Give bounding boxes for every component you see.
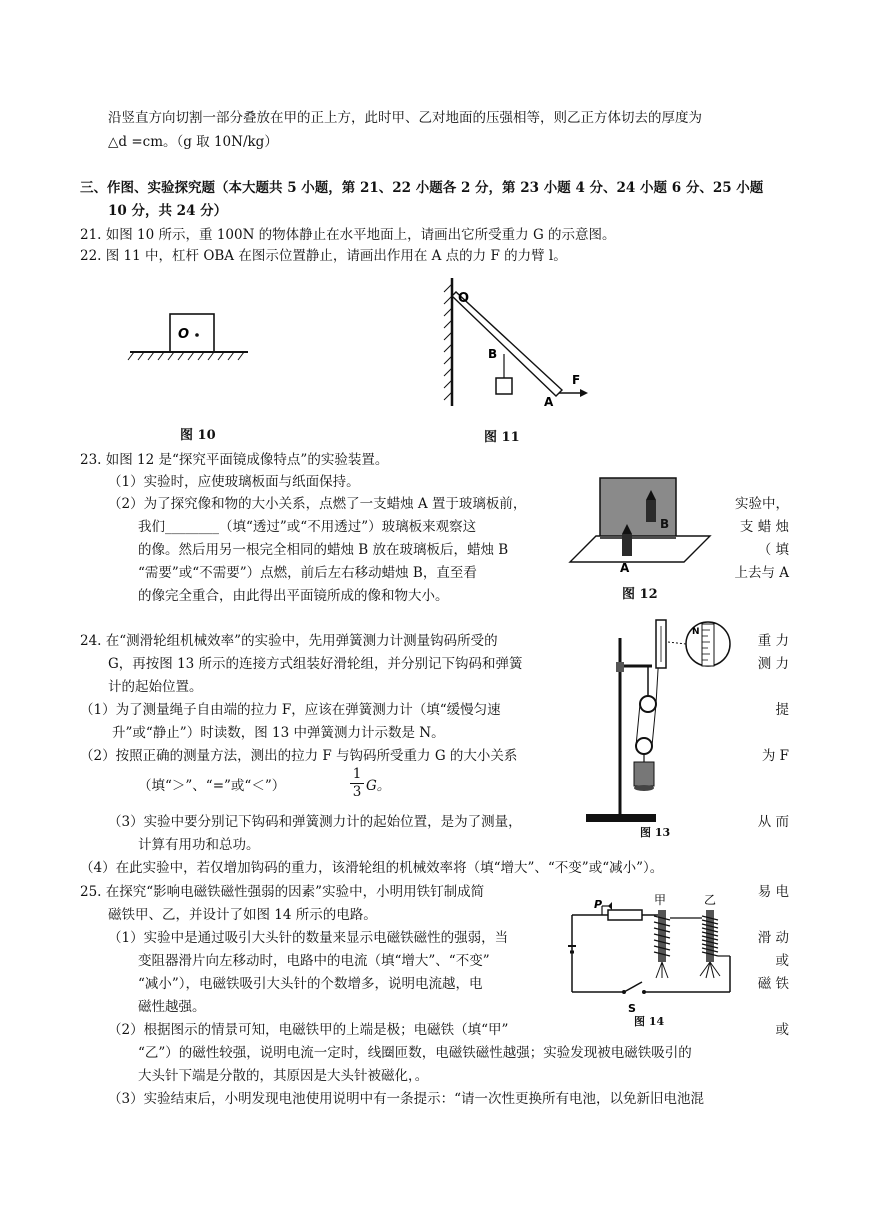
text-line: 我们________（填“透过”或“不用透过”）玻璃板来观察这 [138, 519, 477, 535]
point-o-label: O [178, 327, 190, 342]
switch-s [624, 982, 642, 992]
text-wrap-right: 为 F [761, 748, 789, 764]
text-line: 磁铁甲、乙，并设计了如图 14 所示的电路。 [108, 907, 377, 923]
text-line: 的像完全重合，由此得出平面镜所成的像和物大小。 [138, 588, 449, 604]
text-wrap-right: 实验中， [735, 496, 789, 512]
figure-11 [440, 274, 600, 409]
question-21: 21. 如图 10 所示，重 100N 的物体静止在水平地面上，请画出它所受重力 G 的示意图。 [80, 227, 616, 243]
switch-s-label: S [628, 1002, 636, 1015]
fraction-numerator: 1 [350, 766, 364, 784]
electromagnet-yi-label: 乙 [704, 893, 717, 907]
question-24-part3: （3）实验中要分别记下钩码和弹簧测力计的起始位置，是为了测量， [108, 814, 522, 830]
text-wrap-right: 重 力 [757, 633, 789, 649]
text-line: 计算有用功和总功。 [138, 837, 260, 853]
weight [496, 378, 512, 394]
figure-14-caption: 图 14 [634, 1015, 665, 1028]
text-wrap-right: 或 [775, 1022, 789, 1038]
figure-10-caption: 图 10 [180, 428, 216, 443]
text-line: 计的起始位置。 [108, 679, 203, 695]
scale-unit-label: N [692, 627, 700, 637]
question-24-stem: 24. 在“测滑轮组机械效率”的实验中，先用弹簧测力计测量钩码所受的 [80, 633, 498, 649]
candle-a [622, 534, 632, 556]
text-line: G。 [366, 778, 391, 794]
candle-a-label: A [620, 561, 630, 575]
figure-14 [568, 888, 738, 1016]
fixed-pulley [640, 696, 656, 712]
clamp [616, 662, 624, 672]
figure-13 [580, 616, 740, 828]
text-wrap-right: 从 而 [757, 814, 789, 830]
question-24-part4: （4）在此实验中，若仅增加钩码的重力，该滑轮组的机械效率将（填“增大”、“不变”或“减小”）。 [80, 860, 664, 876]
point-o [195, 333, 199, 337]
point-a-label: A [544, 395, 554, 409]
movable-pulley [636, 738, 652, 754]
figure-10 [120, 300, 260, 380]
text-line: 变阻器滑片向左移动时，电路中的电流（填“增大”、“不变” [138, 953, 490, 969]
question-24-part1: （1）为了测量绳子自由端的拉力 F，应该在弹簧测力计（填“缓慢匀速 [80, 702, 501, 718]
text-wrap-right: 上去与 A [734, 565, 789, 581]
slider-p-label: P [594, 898, 603, 911]
text-wrap-right: 提 [775, 702, 789, 718]
text-line: 磁性越强。 [138, 999, 206, 1015]
text-line: 的像。然后用另一根完全相同的蜡烛 B 放在玻璃板后，蜡烛 B [138, 542, 509, 558]
text-line: “需要”或“不需要”）点燃，前后左右移动蜡烛 B，直至看 [138, 565, 477, 581]
candle-b [646, 500, 656, 522]
text-wrap-right: 滑 动 [757, 930, 789, 946]
paper-plane [570, 536, 710, 562]
hook-weights [634, 762, 654, 786]
question-25-part1: （1）实验中是通过吸引大头针的数量来显示电磁铁磁性的强弱，当 [108, 930, 509, 946]
section-heading: 三、作图、实验探究题（本大题共 5 小题，第 21、22 小题各 2 分，第 23 小题 4 分、24 小题 6 分、25 小题 [80, 180, 764, 196]
text-line: “乙”）的磁性较强，说明电流一定时，线圈匝数，电磁铁磁性越强；实验发现被电磁铁吸引的 [138, 1045, 692, 1061]
text-line: G，再按图 13 所示的连接方式组装好滑轮组，并分别记下钩码和弹簧 [108, 656, 523, 672]
text-wrap-right: 易 电 [757, 884, 789, 900]
force-f-label: F [572, 373, 581, 387]
stand-base [586, 814, 656, 822]
text-wrap-right: 测 力 [757, 656, 789, 672]
text-wrap-right: （ 填 [757, 542, 789, 558]
question-25-part3: （3）实验结束后，小明发现电池使用说明中有一条提示：“请一次性更换所有电池，以免新旧电池混 [108, 1091, 704, 1107]
rheostat [608, 910, 642, 920]
text-wrap-right: 或 [775, 953, 789, 969]
figure-12 [566, 474, 716, 582]
candle-b-label: B [660, 517, 670, 531]
fraction-denominator: 3 [352, 784, 362, 800]
text-wrap-right: 磁 铁 [757, 976, 789, 992]
question-25-part2: （2）根据图示的情景可知，电磁铁甲的上端是极；电磁铁（填“甲” [108, 1022, 509, 1038]
text-line: 升”或“静止”）时读数，图 13 中弹簧测力计示数是 N。 [112, 725, 445, 741]
question-23-stem: 23. 如图 12 是“探究平面镜成像特点”的实验装置。 [80, 452, 389, 468]
question-23-part1: （1）实验时，应使玻璃板面与纸面保持。 [108, 474, 360, 490]
text-line: “减小”），电磁铁吸引大头针的个数增多，说明电流越，电 [138, 976, 483, 992]
question-25-stem: 25. 在探究“影响电磁铁磁性强弱的因素”实验中，小明用铁钉制成简 [80, 884, 485, 900]
text-line: △d =cm。（g 取 10N/kg） [108, 134, 278, 150]
question-23-part2: （2）为了探究像和物的大小关系，点燃了一支蜡烛 A 置于玻璃板前， [108, 496, 527, 512]
text-line: 大头针下端是分散的，其原因是大头针被磁化，。 [138, 1068, 429, 1084]
text-line: （填“＞”、“=”或“＜”） [138, 778, 286, 794]
figure-11-caption: 图 11 [484, 430, 520, 445]
point-b-label: B [488, 347, 498, 361]
figure-12-caption: 图 12 [622, 587, 658, 602]
text-line: 沿竖直方向切割一部分叠放在甲的正上方，此时甲、乙对地面的压强相等，则乙正方体切去的厚度为 [108, 110, 702, 126]
section-heading: 10 分，共 24 分） [108, 203, 228, 219]
question-24-part2: （2）按照正确的测量方法，测出的拉力 F 与钩码所受重力 G 的大小关系 [80, 748, 518, 764]
fraction-one-third [350, 766, 364, 801]
text-wrap-right: 支 蜡 烛 [739, 519, 789, 535]
electromagnet-jia-label: 甲 [654, 893, 667, 907]
block [170, 314, 214, 352]
question-22: 22. 图 11 中，杠杆 OBA 在图示位置静止，请画出作用在 A 点的力 F 的力臂 l。 [80, 248, 567, 264]
point-o-label: O [458, 291, 470, 306]
figure-13-caption: 图 13 [640, 826, 671, 839]
